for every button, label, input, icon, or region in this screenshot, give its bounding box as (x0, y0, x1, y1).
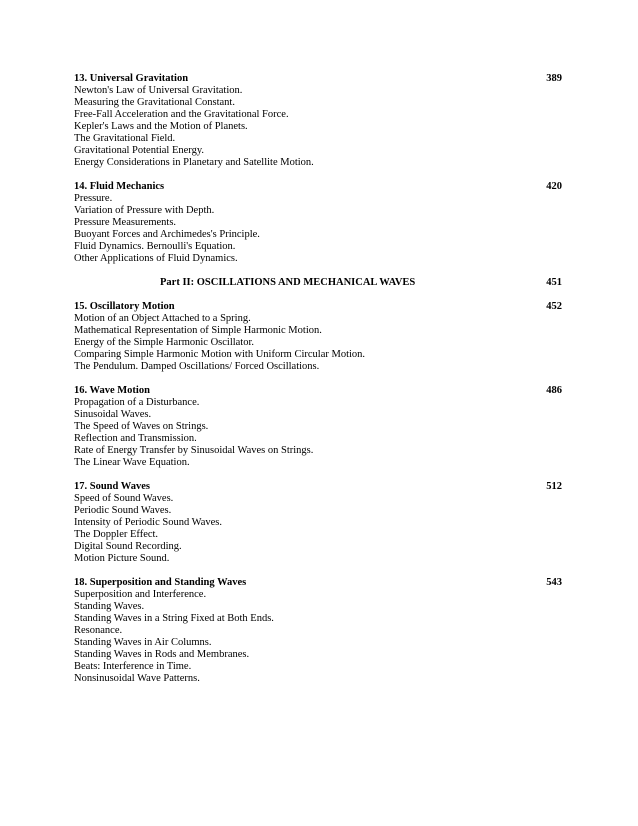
topic-item: Standing Waves in Air Columns. (74, 637, 212, 648)
topic-item: Energy of the Simple Harmonic Oscillator. (74, 337, 255, 348)
chapter-title: 17. Sound Waves (74, 481, 150, 492)
chapter-entry (74, 385, 562, 469)
chapter-title: 15. Oscillatory Motion (74, 301, 175, 312)
topic-item: Reflection and Transmission. (74, 433, 197, 444)
chapter-heading (74, 73, 562, 85)
chapter-entry (74, 301, 562, 373)
topic-item: Resonance. (74, 625, 123, 636)
chapter-heading (74, 481, 562, 493)
part-heading (74, 277, 562, 289)
part-title: Part II: OSCILLATIONS AND MECHANICAL WAVES (160, 277, 416, 288)
topic-item: Comparing Simple Harmonic Motion with Uniform Circular Motion. (74, 349, 366, 360)
chapter-title: 16. Wave Motion (74, 385, 150, 396)
topic-list (74, 493, 562, 565)
topic-item: Speed of Sound Waves. (74, 493, 174, 504)
topic-item: The Speed of Waves on Strings. (74, 421, 209, 432)
topic-item: Sinusoidal Waves. (74, 409, 152, 420)
topic-list (74, 589, 562, 685)
topic-item: Free-Fall Acceleration and the Gravitational Force. (74, 109, 289, 120)
topic-item: The Linear Wave Equation. (74, 457, 190, 468)
chapter-entry (74, 181, 562, 265)
topic-item: Variation of Pressure with Depth. (74, 205, 215, 216)
topic-item: The Gravitational Field. (74, 133, 176, 144)
chapter-page-number: 512 (546, 481, 562, 492)
chapter-heading (74, 577, 562, 589)
topic-item: Other Applications of Fluid Dynamics. (74, 253, 238, 264)
topic-item: Newton's Law of Universal Gravitation. (74, 85, 243, 96)
chapter-entry (74, 577, 562, 685)
chapter-title: 13. Universal Gravitation (74, 73, 189, 84)
topic-item: Intensity of Periodic Sound Waves. (74, 517, 222, 528)
chapter-heading (74, 385, 562, 397)
topic-list (74, 85, 562, 169)
topic-item: Standing Waves in Rods and Membranes. (74, 649, 250, 660)
chapter-page-number: 486 (546, 385, 562, 396)
topic-item: Kepler's Laws and the Motion of Planets. (74, 121, 248, 132)
topic-item: Energy Considerations in Planetary and Satellite Motion. (74, 157, 314, 168)
topic-item: Pressure Measurements. (74, 217, 177, 228)
topic-list (74, 313, 562, 373)
chapter-title: 18. Superposition and Standing Waves (74, 577, 247, 588)
topic-item: Fluid Dynamics. Bernoulli's Equation. (74, 241, 236, 252)
topic-item: Measuring the Gravitational Constant. (74, 97, 235, 108)
topic-item: Standing Waves in a String Fixed at Both Ends. (74, 613, 274, 624)
topic-item: Pressure. (74, 193, 113, 204)
chapter-heading (74, 301, 562, 313)
table-of-contents (74, 73, 562, 697)
chapter-heading (74, 181, 562, 193)
topic-item: Periodic Sound Waves. (74, 505, 172, 516)
topic-item: Propagation of a Disturbance. (74, 397, 200, 408)
topic-item: Standing Waves. (74, 601, 145, 612)
chapter-title: 14. Fluid Mechanics (74, 181, 165, 192)
topic-item: Motion of an Object Attached to a Spring. (74, 313, 251, 324)
topic-item: Rate of Energy Transfer by Sinusoidal Waves on Strings. (74, 445, 314, 456)
chapter-entry (74, 481, 562, 565)
chapter-entry (74, 73, 562, 169)
topic-item: Mathematical Representation of Simple Harmonic Motion. (74, 325, 322, 336)
topic-item: Motion Picture Sound. (74, 553, 170, 564)
chapter-page-number: 452 (546, 301, 562, 312)
chapter-page-number: 389 (546, 73, 562, 84)
chapter-page-number: 420 (546, 181, 562, 192)
part-page-number: 451 (546, 277, 562, 288)
topic-list (74, 193, 562, 265)
topic-item: The Pendulum. Damped Oscillations/ Forced Oscillations. (74, 361, 320, 372)
topic-item: Nonsinusoidal Wave Patterns. (74, 673, 200, 684)
topic-item: Buoyant Forces and Archimedes's Principle. (74, 229, 260, 240)
topic-item: The Doppler Effect. (74, 529, 159, 540)
topic-item: Beats: Interference in Time. (74, 661, 192, 672)
chapter-page-number: 543 (546, 577, 562, 588)
topic-item: Superposition and Interference. (74, 589, 207, 600)
topic-item: Gravitational Potential Energy. (74, 145, 205, 156)
topic-item: Digital Sound Recording. (74, 541, 182, 552)
topic-list (74, 397, 562, 469)
